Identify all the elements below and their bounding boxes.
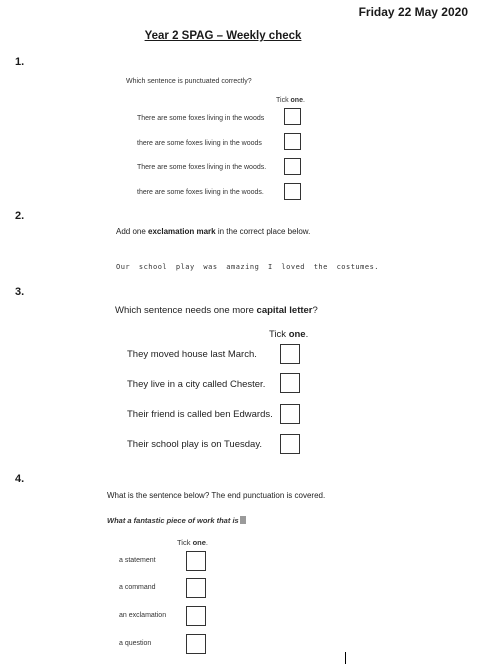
question-3-checkbox-2[interactable] [280,373,300,393]
question-4-option-1: a statement [119,557,156,564]
question-4-option-3: an exclamation [119,612,167,619]
question-3-option-2: They live in a city called Chester. [127,379,266,390]
question-2-number: 2. [15,210,25,222]
question-2-sentence[interactable]: Our school play was amazing I loved the costumes. [116,263,380,271]
question-4-tick-instruction: Tick one. [177,538,208,547]
question-4-sentence: What a fantastic piece of work that is [107,516,246,525]
question-1-option-3: There are some foxes living in the woods. [137,164,267,171]
question-1-checkbox-2[interactable] [284,133,301,150]
question-3-tick-instruction: Tick one. [269,329,309,340]
question-4-number: 4. [15,473,25,485]
question-4-checkbox-3[interactable] [186,606,206,626]
page-title: Year 2 SPAG – Weekly check [144,30,302,42]
question-3-option-3: Their friend is called ben Edwards. [127,409,273,420]
covered-punctuation [240,516,246,524]
question-1-prompt: Which sentence is punctuated correctly? [126,78,252,85]
question-4-option-4: a question [119,640,152,647]
text-cursor [345,652,346,664]
question-1-checkbox-4[interactable] [284,183,301,200]
question-2-prompt: Add one exclamation mark in the correct place below. [116,227,311,236]
question-3-number: 3. [15,286,25,298]
question-4-option-2: a command [119,584,156,591]
question-1-option-1: There are some foxes living in the woods [137,115,265,122]
date: Friday 22 May 2020 [358,5,468,19]
question-1-tick-instruction: Tick one. [276,97,305,104]
question-3-checkbox-4[interactable] [280,434,300,454]
question-1-option-2: there are some foxes living in the woods [137,140,262,147]
question-3-checkbox-1[interactable] [280,344,300,364]
question-3-option-1: They moved house last March. [127,349,257,360]
question-1-number: 1. [15,56,25,68]
question-4-checkbox-1[interactable] [186,551,206,571]
question-1-checkbox-1[interactable] [284,108,301,125]
question-4-checkbox-2[interactable] [186,578,206,598]
question-3-option-4: Their school play is on Tuesday. [127,439,263,450]
question-4-prompt: What is the sentence below? The end punctuation is covered. [107,491,326,500]
question-4-checkbox-4[interactable] [186,634,206,654]
question-1-checkbox-3[interactable] [284,158,301,175]
question-3-prompt: Which sentence needs one more capital letter? [115,305,318,316]
question-1-option-4: there are some foxes living in the woods. [137,189,264,196]
question-3-checkbox-3[interactable] [280,404,300,424]
